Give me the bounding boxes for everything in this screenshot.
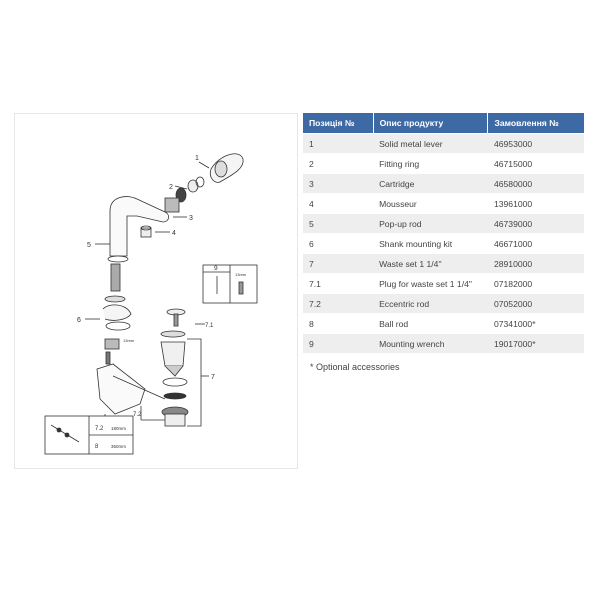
header-description: Опис продукту [373,113,488,134]
faucet-body [110,197,169,256]
callout-9: 9 [214,265,218,272]
cell-description: Mounting wrench [373,334,488,354]
table-row [303,314,584,334]
mousseur-part [141,226,151,237]
table-row [303,294,584,314]
cell-position: 3 [303,174,373,194]
cell-order: 46715000 [488,154,584,174]
cell-description: Pop-up rod [373,214,488,234]
cell-position: 7.1 [303,274,373,294]
callout-7-1: 7.1 [205,323,214,329]
cell-position: 2 [303,154,373,174]
inset-label-8: 8 [95,444,99,450]
callout-2: 2 [169,184,173,191]
cell-position: 8 [303,314,373,334]
table-row [303,134,584,154]
table-row [303,334,584,354]
cell-description: Cartridge [373,174,488,194]
cell-position: 7 [303,254,373,274]
cell-order: 07341000* [488,314,584,334]
table-row [303,174,584,194]
cell-order: 46953000 [488,134,584,154]
wrench-size-label: 13mm [235,272,247,277]
parts-table [303,113,584,353]
cell-order: 46671000 [488,234,584,254]
cell-order: 46580000 [488,174,584,194]
header-order-number: Замовлення № [488,113,584,134]
callout-5: 5 [87,242,91,249]
cell-order: 46739000 [488,214,584,234]
table-row [303,154,584,174]
cell-position: 4 [303,194,373,214]
table-row [303,194,584,214]
inset-length-7-2: 180mm [111,426,127,431]
table-row [303,254,584,274]
callout-6: 6 [77,317,81,324]
callout-3: 3 [189,215,193,222]
optional-accessories-note: * Optional accessories [310,362,400,372]
cell-order: 07182000 [488,274,584,294]
cell-order: 28910000 [488,254,584,274]
cartridge-part [165,188,186,212]
callout-7-2: 7.2 [133,412,142,418]
callout-4: 4 [172,230,176,237]
pop-up-size-label: 13mm [123,338,135,343]
cell-position: 6 [303,234,373,254]
cell-description: Solid metal lever [373,134,488,154]
cell-position: 5 [303,214,373,234]
table-header-row [303,113,584,134]
header-position: Позиція № [303,113,373,134]
waste-set [161,309,188,426]
table-row [303,274,584,294]
inset-label-7-2: 7.2 [95,426,104,432]
cell-position: 7.2 [303,294,373,314]
cell-description: Fitting ring [373,154,488,174]
cell-description: Shank mounting kit [373,234,488,254]
table-row [303,214,584,234]
cell-order: 13961000 [488,194,584,214]
cell-description: Plug for waste set 1 1/4" [373,274,488,294]
cell-position: 9 [303,334,373,354]
diagram-svg [15,114,297,468]
callout-7: 7 [211,374,215,381]
exploded-diagram [14,113,298,469]
cell-description: Ball rod [373,314,488,334]
cell-position: 1 [303,134,373,154]
inset-length-8: 350mm [111,444,127,449]
fitting-ring-part [188,177,204,192]
table-row [303,234,584,254]
cell-description: Mousseur [373,194,488,214]
callout-1: 1 [195,155,199,162]
cell-description: Eccentric rod [373,294,488,314]
cell-order: 19017000* [488,334,584,354]
shank-mounting-kit [103,264,131,364]
cell-description: Waste set 1 1/4" [373,254,488,274]
cell-order: 07052000 [488,294,584,314]
